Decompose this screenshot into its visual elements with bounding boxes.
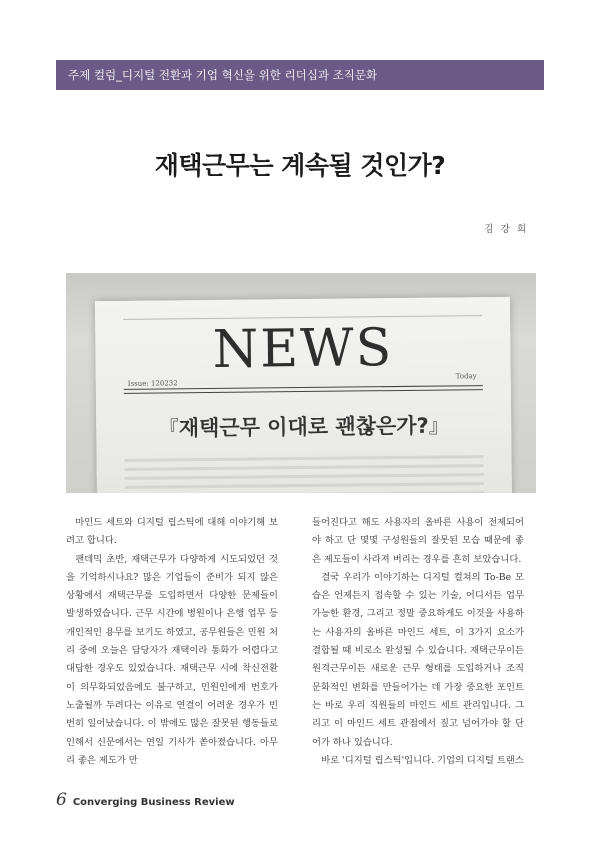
- body-column-left: [66, 514, 278, 770]
- author-name: 김 강 희: [484, 224, 528, 235]
- issue-number: Issue: 120232: [127, 379, 178, 388]
- paragraph: 결국 우리가 이야기하는 디지털 컬쳐의 To-Be 모습은 언제든지 접속할 수 있는 기술, 어디서든 업무 가능한 환경, 그리고 정말 중요하게도 이것을 사용하는 사용자의 올바른 마인드 세트, 이 3가지 요소가 결합될 때 비로소 완성될 수 있습니다. 재택근무이든 원격근무이든 새로운 근무 형태를 도입하거나 조직문화적인 변화를 만들어가는 데 가장 중요한 포인트는 바로 우리 직원들의 마인드 세트 관리입니다. 그리고 이 마인드 세트 관점에서 짚고 넘어가야 할 단어가 하나 있습니다.: [312, 571, 524, 748]
- newspaper-sheet: [95, 297, 512, 493]
- headline-text: 재택근무 이대로 괜찮은가?: [178, 413, 429, 441]
- issue-date-label: Today: [455, 372, 477, 381]
- newspaper-masthead: NEWS: [212, 318, 394, 380]
- headline-close-bracket: 』: [428, 413, 449, 438]
- newspaper-body-placeholder: [125, 455, 484, 493]
- paragraph: 마인드 세트와 디지털 립스틱에 대해 이야기해 보려고 합니다.: [66, 517, 278, 547]
- page-number: 6: [56, 790, 67, 810]
- body-column-right: [312, 514, 524, 770]
- newspaper-headline: [96, 409, 511, 443]
- paragraph: 바로 '디지털 립스틱'입니다. 기업의 디지털 트랜스: [321, 754, 524, 766]
- column-banner: 주제 컬럼_디지털 전환과 기업 혁신을 위한 리더십과 조직문화: [56, 60, 544, 90]
- headline-open-bracket: 『: [158, 416, 179, 441]
- journal-name: Converging Business Review: [72, 797, 235, 808]
- paragraph: 들어진다고 해도 사용자의 올바른 사용이 전제되어야 하고 단 몇몇 구성원들의 잘못된 모습 때문에 좋은 제도들이 사라져 버리는 경우를 흔히 보았습니다.: [312, 517, 524, 565]
- article-title: 재택근무는 계속될 것인가?: [154, 151, 446, 180]
- newspaper-photo: [66, 273, 536, 493]
- page-footer: [56, 790, 235, 810]
- paragraph: 팬데믹 초반, 재택근무가 다양하게 시도되었던 것을 기억하시나요? 많은 기업들이 준비가 되지 않은 상황에서 재택근무를 도입하면서 다양한 문제들이 발생하였습니다. 근무 시간에 병원이나 은행 업무 등 개인적인 용무를 보기도 하였고, 공무원들은 민원 처리 중에 오늘은 담당자가 재택이라 통화가 어렵다고 대답한 경우도 있었습니다. 재택근무 시에 착신전환이 의무화되었음에도 불구하고, 민원인에게 번호가 노출될까 두려다는 이유로 연결이 어려운 경우가 빈번히 일어났습니다. 이 밖에도 많은 잘못된 행동들로 인해서 신문에서는 연일 기사가 쏟아졌습니다. 아무리 좋은 제도가 만: [66, 553, 278, 766]
